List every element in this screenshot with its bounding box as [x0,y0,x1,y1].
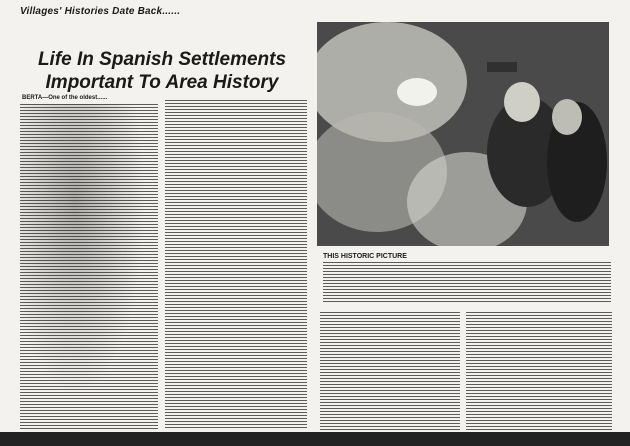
kicker-heading: Villages' Histories Date Back...... [20,6,181,17]
caption-heading: THIS HISTORIC PICTURE [323,253,407,260]
article-column-4 [466,312,612,430]
photo-caption [323,253,613,261]
article-column-2 [165,100,307,430]
photo-image [317,22,609,246]
headline-line-1: Life In Spanish Settlements [37,49,287,70]
headline-line-2: Important To Area History [45,72,279,93]
article-column-3 [320,312,460,430]
article-dateline: BERTA—One of the oldest...... [22,95,108,101]
page-bottom-rule [0,432,630,446]
article-column-1 [20,104,158,430]
article-headline [22,48,302,94]
historic-photo [317,22,609,246]
caption-text [323,262,611,304]
